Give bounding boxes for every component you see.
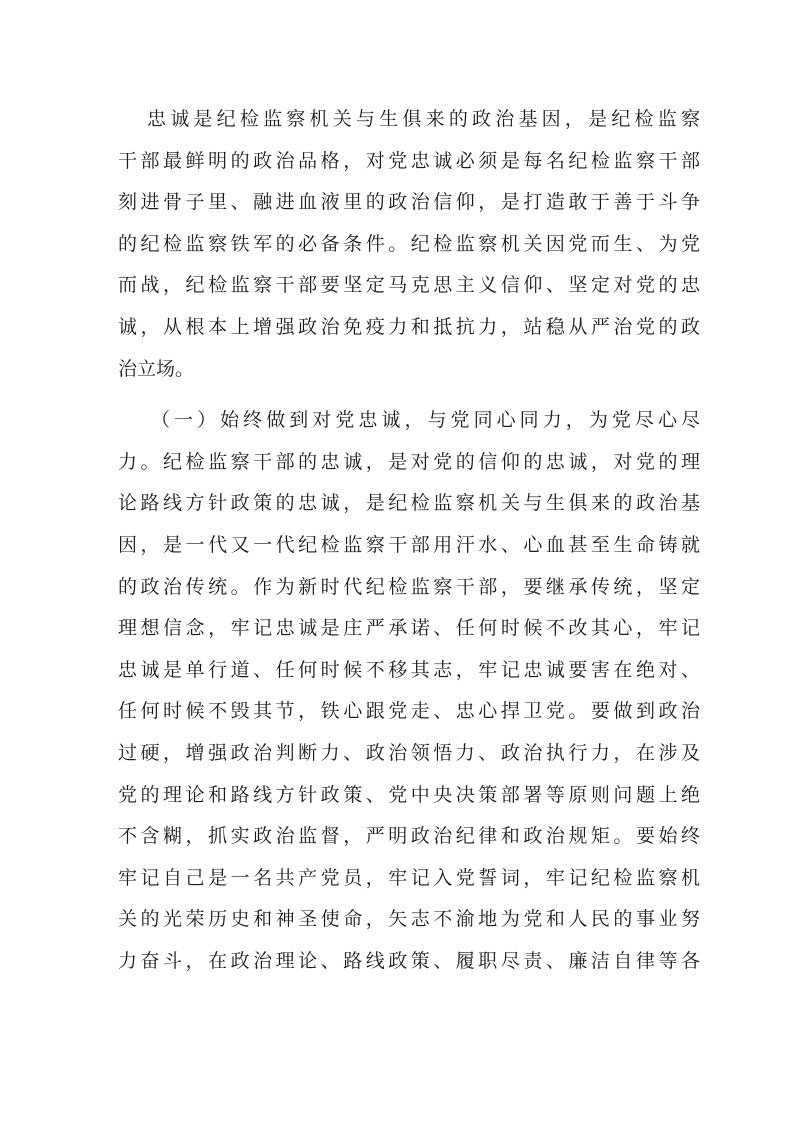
text-line: 的纪检监察铁军的必备条件。纪检监察机关因党而生、为党: [118, 232, 700, 255]
paragraph-loyalty-intro: [118, 99, 700, 390]
text-line: 力奋斗，在政治理论、路线政策、履职尽责、廉洁自律等各: [118, 949, 700, 972]
text-line: 任何时候不毁其节，铁心跟党走、忠心捍卫党。要做到政治: [118, 700, 700, 723]
text-line: 牢记自己是一名共产党员，牢记入党誓词，牢记纪检监察机: [118, 866, 700, 889]
text-line: 诚，从根本上增强政治免疫力和抵抗力，站稳从严治党的政: [118, 315, 700, 338]
text-line: 忠诚是纪检监察机关与生俱来的政治基因，是纪检监察: [147, 108, 700, 130]
text-line: 而战，纪检监察干部要坚定马克思主义信仰、坚定对党的忠: [118, 274, 700, 297]
section-heading-line: （一）始终做到对党忠诚，与党同心同力，为党尽心尽: [151, 409, 700, 432]
text-line: 刻进骨子里、融进血液里的政治信仰，是打造敢于善于斗争: [118, 191, 700, 214]
text-line: 力。纪检监察干部的忠诚，是对党的信仰的忠诚，对党的理: [118, 450, 700, 473]
document-page: [118, 99, 700, 982]
text-line: 过硬，增强政治判断力、政治领悟力、政治执行力，在涉及: [118, 741, 700, 764]
text-line: 关的光荣历史和神圣使命，矢志不渝地为党和人民的事业努: [118, 908, 700, 931]
text-line: 忠诚是单行道、任何时候不移其志，牢记忠诚要害在绝对、: [118, 658, 700, 681]
text-line: 论路线方针政策的忠诚，是纪检监察机关与生俱来的政治基: [118, 492, 700, 515]
paragraph-section-one: [118, 400, 700, 982]
text-line: 的政治传统。作为新时代纪检监察干部，要继承传统，坚定: [118, 575, 700, 598]
text-line: 不含糊，抓实政治监督，严明政治纪律和政治规矩。要始终: [118, 825, 700, 848]
text-line: 党的理论和路线方针政策、党中央决策部署等原则问题上绝: [118, 783, 700, 806]
text-line: 理想信念，牢记忠诚是庄严承诺、任何时候不改其心，牢记: [118, 617, 700, 640]
text-line: 治立场。: [118, 357, 195, 380]
text-line: 干部最鲜明的政治品格，对党忠诚必须是每名纪检监察干部: [118, 149, 700, 172]
text-line: 因，是一代又一代纪检监察干部用汗水、心血甚至生命铸就: [118, 533, 700, 556]
